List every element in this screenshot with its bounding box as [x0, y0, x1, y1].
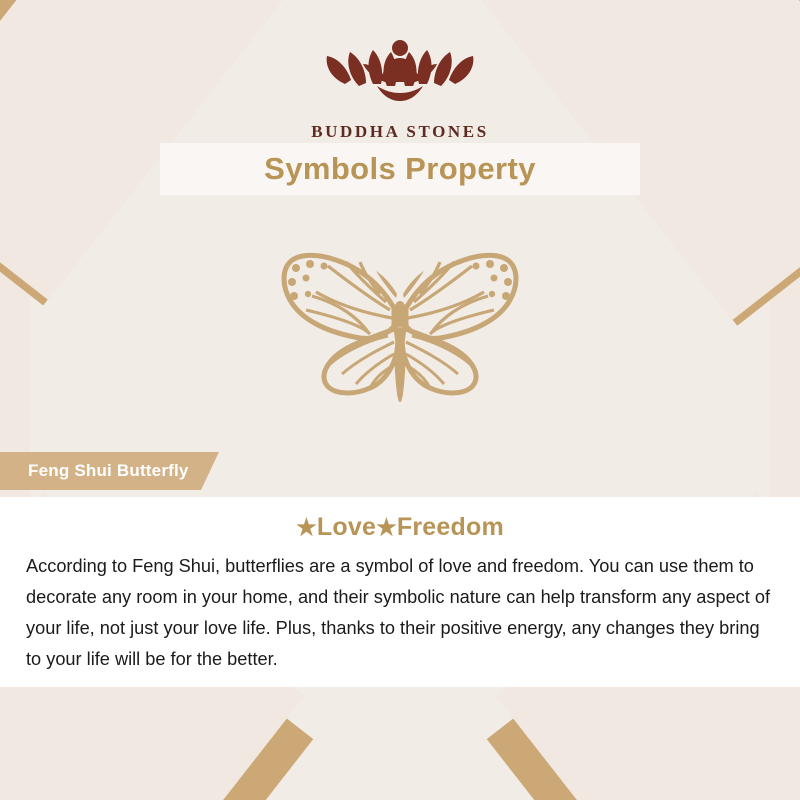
ribbon-text: Feng Shui Butterfly	[28, 461, 189, 480]
subtitle-love: Love	[316, 513, 377, 541]
star-icon-middle: ★	[376, 514, 397, 540]
brand-logo	[0, 22, 800, 142]
illustration-area	[0, 222, 800, 437]
title-bar	[160, 143, 640, 195]
ribbon-label	[0, 452, 219, 490]
subtitle-freedom: Freedom	[396, 513, 504, 541]
content-subtitle	[0, 513, 800, 542]
brand-name: BUDDHA STONES	[311, 122, 489, 141]
star-icon-left: ★	[296, 514, 317, 540]
ribbon-tail	[201, 452, 219, 490]
page-title: Symbols Property	[264, 151, 536, 186]
lotus-meditation-icon	[305, 22, 495, 120]
butterfly-icon	[220, 222, 580, 437]
ribbon-body	[0, 452, 201, 490]
content-paragraph: According to Feng Shui, butterflies are a symbol of love and freedom. You can use them to decorate any room in your home, and their symbolic nature can help transform any aspect of your life, not just your love life. Plus, thanks to their positive energy, any changes they bring to your life will be for the better.	[26, 556, 771, 669]
content-area	[0, 497, 800, 687]
